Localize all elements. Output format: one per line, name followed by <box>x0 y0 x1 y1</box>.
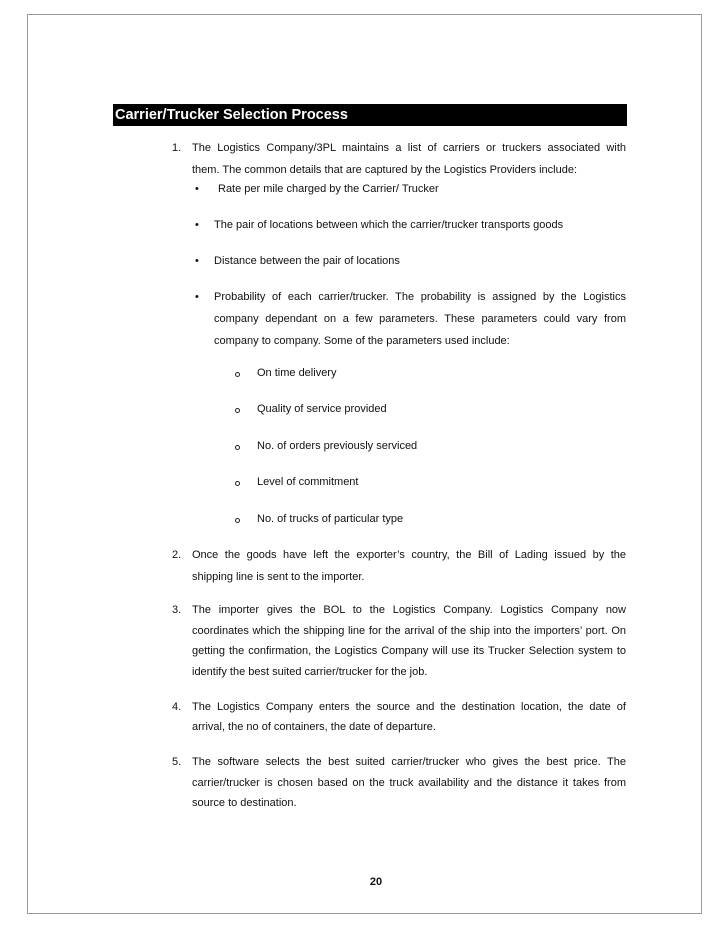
bullet-4-line-2: company dependant on a few parameters. These parameters could vary from <box>214 313 626 325</box>
bullet-icon: • <box>195 183 199 195</box>
list-number-2: 2. <box>172 549 182 561</box>
item-4-line-2: arrival, the no of containers, the date of departure. <box>192 721 436 733</box>
item-1-line-1: The Logistics Company/3PL maintains a list of carriers or truckers associated with <box>192 142 626 154</box>
bullet-icon: • <box>195 291 199 303</box>
sub-bullet-3-text: No. of orders previously serviced <box>257 440 418 452</box>
bullet-4-line-3: company to company. Some of the parameters used include: <box>214 335 510 347</box>
item-4-line-1: The Logistics Company enters the source and the destination location, the date of <box>192 701 626 713</box>
circle-bullet-icon <box>235 408 240 413</box>
bullet-3-text: Distance between the pair of locations <box>214 255 400 267</box>
item-3-line-2: coordinates which the shipping line for the arrival of the ship into the importers’ port. On <box>192 625 626 637</box>
item-2-line-1: Once the goods have left the exporter’s country, the Bill of Lading issued by the <box>192 549 626 561</box>
bullet-4-line-1: Probability of each carrier/trucker. The probability is assigned by the Logistics <box>214 291 626 303</box>
bullet-icon: • <box>195 219 199 231</box>
item-3-line-3: getting the confirmation, the Logistics Company will use its Trucker Selection system to <box>192 645 626 657</box>
bullet-icon: • <box>195 255 199 267</box>
list-number-4: 4. <box>172 701 182 713</box>
item-2-line-2: shipping line is sent to the importer. <box>192 571 365 583</box>
list-number-5: 5. <box>172 756 182 768</box>
item-5-line-1: The software selects the best suited carrier/trucker who gives the best price. The <box>192 756 626 768</box>
item-3-line-4: identify the best suited carrier/trucker for the job. <box>192 666 428 678</box>
circle-bullet-icon <box>235 372 240 377</box>
circle-bullet-icon <box>235 445 240 450</box>
page-number: 20 <box>369 876 383 888</box>
list-number-1: 1. <box>172 142 182 154</box>
sub-bullet-5-text: No. of trucks of particular type <box>257 513 404 525</box>
item-5-line-2: carrier/trucker is chosen based on the truck availability and the distance it takes from <box>192 777 626 789</box>
circle-bullet-icon <box>235 518 240 523</box>
circle-bullet-icon <box>235 481 240 486</box>
list-number-3: 3. <box>172 604 182 616</box>
sub-bullet-4-text: Level of commitment <box>257 476 359 488</box>
item-3-line-1: The importer gives the BOL to the Logistics Company. Logistics Company now <box>192 604 626 616</box>
bullet-1-text: Rate per mile charged by the Carrier/ Trucker <box>218 183 439 195</box>
item-1-line-2: them. The common details that are captured by the Logistics Providers include: <box>192 164 577 176</box>
bullet-2-text: The pair of locations between which the carrier/trucker transports goods <box>214 219 564 231</box>
section-title: Carrier/Trucker Selection Process <box>113 104 627 126</box>
item-5-line-3: source to destination. <box>192 797 297 809</box>
sub-bullet-2-text: Quality of service provided <box>257 403 387 415</box>
sub-bullet-1-text: On time delivery <box>257 367 337 379</box>
